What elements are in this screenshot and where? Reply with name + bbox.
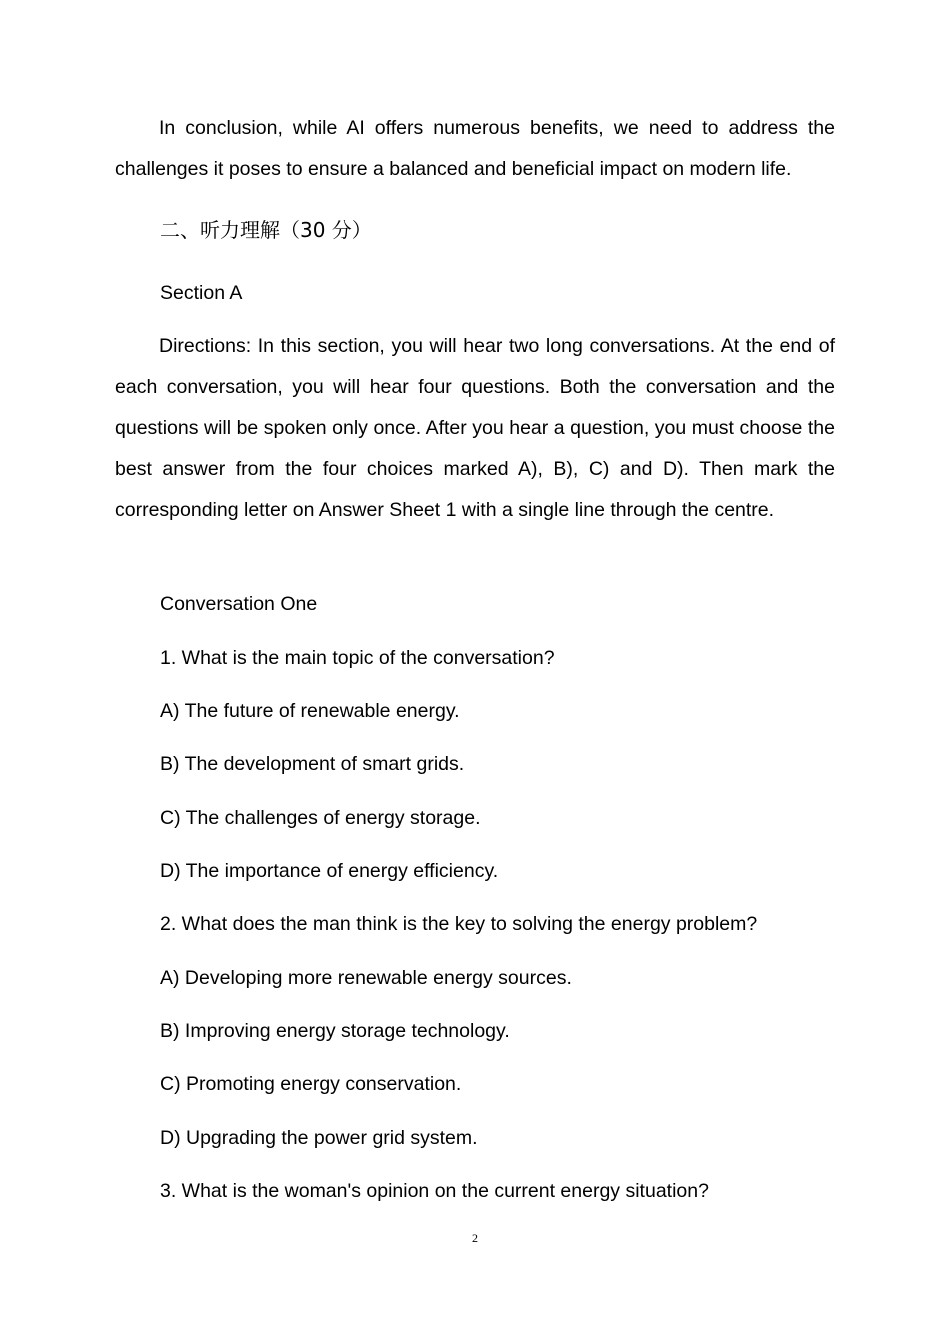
question-2-option-c: C) Promoting energy conservation.: [160, 1073, 462, 1095]
question-3: 3. What is the woman's opinion on the current energy situation?: [160, 1180, 709, 1202]
directions-paragraph: Directions: In this section, you will hear two long conversations. At the end of each conversation, you will hear four questions. Both the conversation and the questions will be spoken only once. After you hear a question, you must choose the best answer from the four choices marked A), B), C) and D). Then mark the corresponding letter on Answer Sheet 1 with a single line through the centre.: [115, 335, 835, 521]
conversation-title: Conversation One: [160, 593, 318, 615]
question-2-option-d: D) Upgrading the power grid system.: [160, 1127, 478, 1149]
question-1-option-d: D) The importance of energy efficiency.: [160, 860, 499, 882]
question-1-option-a: A) The future of renewable energy.: [160, 700, 460, 722]
question-2: 2. What does the man think is the key to solving the energy problem?: [160, 913, 758, 935]
question-1: 1. What is the main topic of the conversation?: [160, 647, 555, 669]
part-heading: 二、听力理解（30 分）: [160, 218, 372, 242]
question-1-option-b: B) The development of smart grids.: [160, 753, 465, 775]
section-title: Section A: [160, 282, 243, 304]
question-2-option-b: B) Improving energy storage technology.: [160, 1020, 510, 1042]
conclusion-paragraph: In conclusion, while AI offers numerous benefits, we need to address the challenges it poses to ensure a balanced and beneficial impact on modern life.: [115, 117, 835, 180]
question-2-option-a: A) Developing more renewable energy sources.: [160, 967, 572, 989]
page-number: 2: [472, 1231, 478, 1245]
question-1-option-c: C) The challenges of energy storage.: [160, 807, 481, 829]
